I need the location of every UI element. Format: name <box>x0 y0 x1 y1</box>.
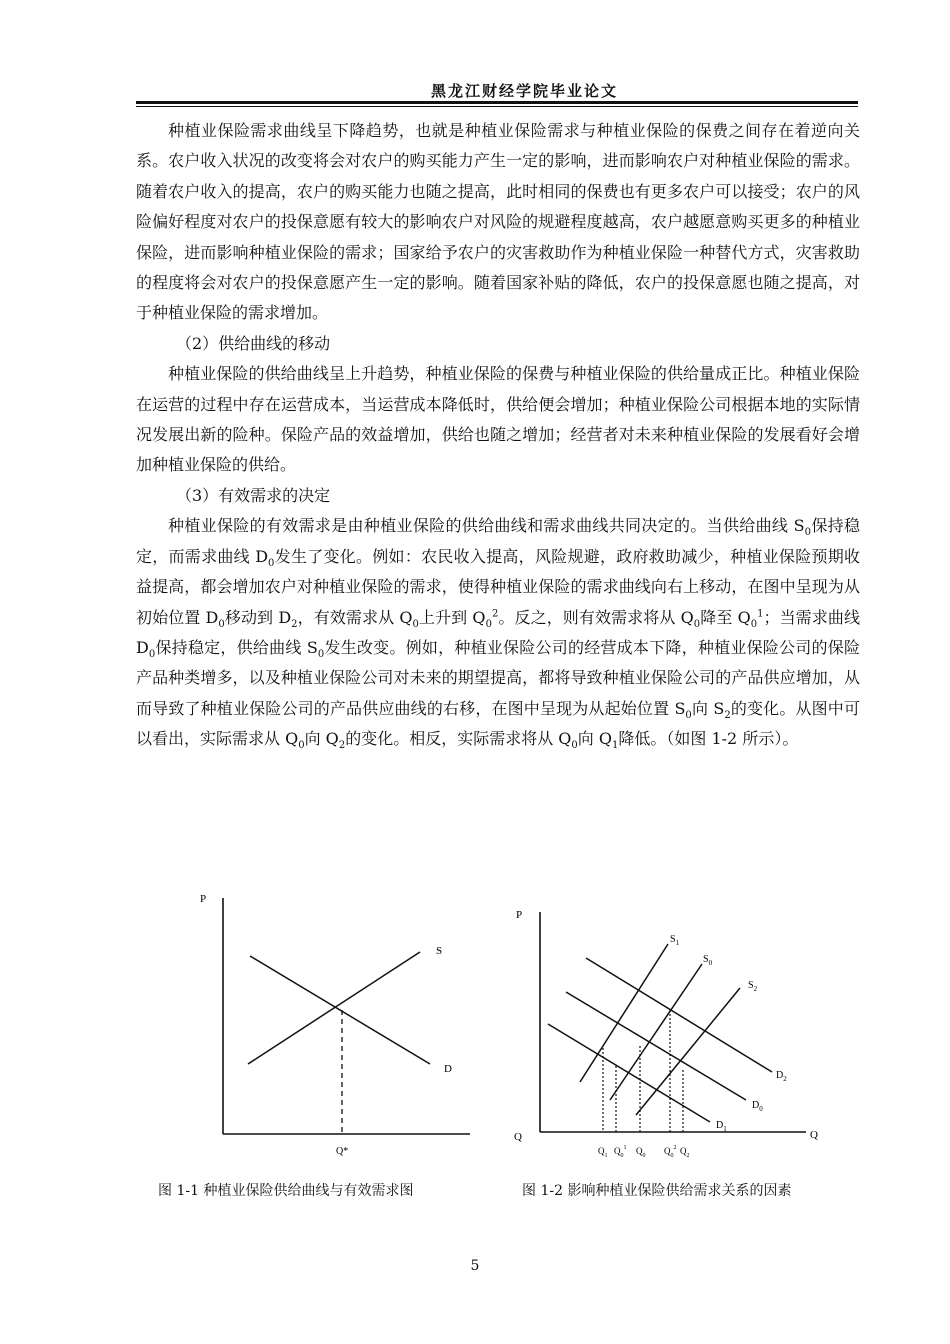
header-rule-thin <box>136 106 858 107</box>
fig1-label-qstar: Q* <box>336 1146 349 1157</box>
figure-supply-demand <box>190 888 480 1168</box>
fig2-demand-d0 <box>566 992 746 1100</box>
paragraph-demand-curve: 种植业保险需求曲线呈下降趋势，也就是种植业保险需求与种植业保险的保费之间存在着逆向关系。农户收入状况的改变将会对农户的购买能力产生一定的影响，进而影响农户对种植业保险的需求。随着农户收入的提高，农户的购买能力也随之提高，此时相同的保费也有更多农户可以接受；农户的风险偏好程度对农户的投保意愿有较大的影响农户对风险的规避程度越高，农户越愿意购买更多的种植业保险，进而影响种植业保险的需求；国家给予农户的灾害救助作为种植业保险一种替代方式，灾害救助的程度将会对农户的投保意愿产生一定的影响。随着国家补贴的降低，农户的投保意愿也随之提高，对于种植业保险的需求增加。 <box>136 121 860 323</box>
fig2-label-s0: $S_0$ <box>703 954 713 967</box>
page-number: 5 <box>470 1258 480 1274</box>
fig2-label-q1: $Q_1$ <box>598 1146 608 1159</box>
fig1-demand-line <box>250 956 430 1064</box>
fig1-supply-line <box>248 952 420 1064</box>
fig2-label-q-axis: Q <box>810 1129 818 1141</box>
fig2-demand-d2 <box>586 958 772 1072</box>
fig1-label-s: S <box>436 945 443 957</box>
fig1-label-p: P <box>200 893 207 905</box>
fig2-supply-s0 <box>610 964 702 1100</box>
fig2-supply-s1 <box>580 944 668 1082</box>
fig2-demand-d1 <box>548 1024 710 1122</box>
fig2-label-q0-1: $Q_0^1$ <box>614 1145 627 1159</box>
fig2-label-q2: $Q_2$ <box>680 1146 690 1159</box>
fig2-label-p: P <box>516 909 523 921</box>
fig2-label-d0: $D_0$ <box>752 1100 763 1113</box>
fig2-label-d2: $D_2$ <box>776 1070 787 1083</box>
fig2-label-q0: $Q_0$ <box>636 1146 646 1159</box>
header-rule-thick <box>136 101 858 104</box>
header-title: 黑龙江财经学院毕业论文 <box>430 82 618 100</box>
figure-supply-demand-factors <box>510 900 840 1170</box>
heading-supply-shift: （2）供给曲线的移动 <box>176 333 331 353</box>
body-text <box>136 116 860 755</box>
fig2-label-s2: $S_2$ <box>748 980 758 993</box>
paragraph-supply-curve: 种植业保险的供给曲线呈上升趋势，种植业保险的保费与种植业保险的供给量成正比。种植业保险在运营的过程中存在运营成本，当运营成本降低时，供给便会增加；种植业保险公司根据本地的实际情况发展出新的险种。保险产品的效益增加，供给也随之增加；经营者对未来种植业保险的发展看好会增加种植业保险的供给。 <box>136 364 860 475</box>
fig2-label-s1: $S_1$ <box>670 934 680 947</box>
paragraph-effective-demand: 种植业保险的有效需求是由种植业保险的供给曲线和需求曲线共同决定的。当供给曲线 $S_0$保持稳定，而需求曲线 $D_0$发生了变化。例如：农民收入提高，风险规避，政府救助减少，种植业保险预期收益提高，都会增加农户对种植业保险的需求，使得种植业保险的需求曲线向右上移动，在图中呈现为从初始位置 $D_0$移动到 $D_2$，有效需求从 $Q_0$上升到 $Q_0^2$。反之，则有效需求将从 $Q_0$降至 $Q_0^1$；当需求曲线 $D_0$保持稳定，供给曲线 $S_0$发生改变。例如，种植业保险公司的经营成本下降，种植业保险公司的保险产品种类增多，以及种植业保险公司对未来的期望提高，都将导致种植业保险公司的产品供应增加，从而导致了种植业保险公司的产品供应曲线的右移，在图中呈现为从起始位置 $S_0$向 $S_2$的变化。从图中可以看出，实际需求从 $Q_0$向 $Q_2$的变化。相反，实际需求将从 $Q_0$向 $Q_1$降低。（如图 1-2 所示）。 <box>136 516 860 752</box>
fig1-label-d: D <box>444 1063 452 1075</box>
figure1-caption: 图 1-1 种植业保险供给曲线与有效需求图 <box>158 1183 414 1199</box>
fig2-label-q0-2: $Q_0^2$ <box>664 1145 677 1159</box>
heading-effective-demand: （3）有效需求的决定 <box>176 485 331 505</box>
fig2-label-q-origin: Q <box>514 1131 522 1143</box>
figure2-caption: 图 1-2 影响种植业保险供给需求关系的因素 <box>522 1183 792 1199</box>
fig2-supply-s2 <box>636 988 740 1115</box>
fig2-label-d1: $D_1$ <box>716 1120 727 1133</box>
